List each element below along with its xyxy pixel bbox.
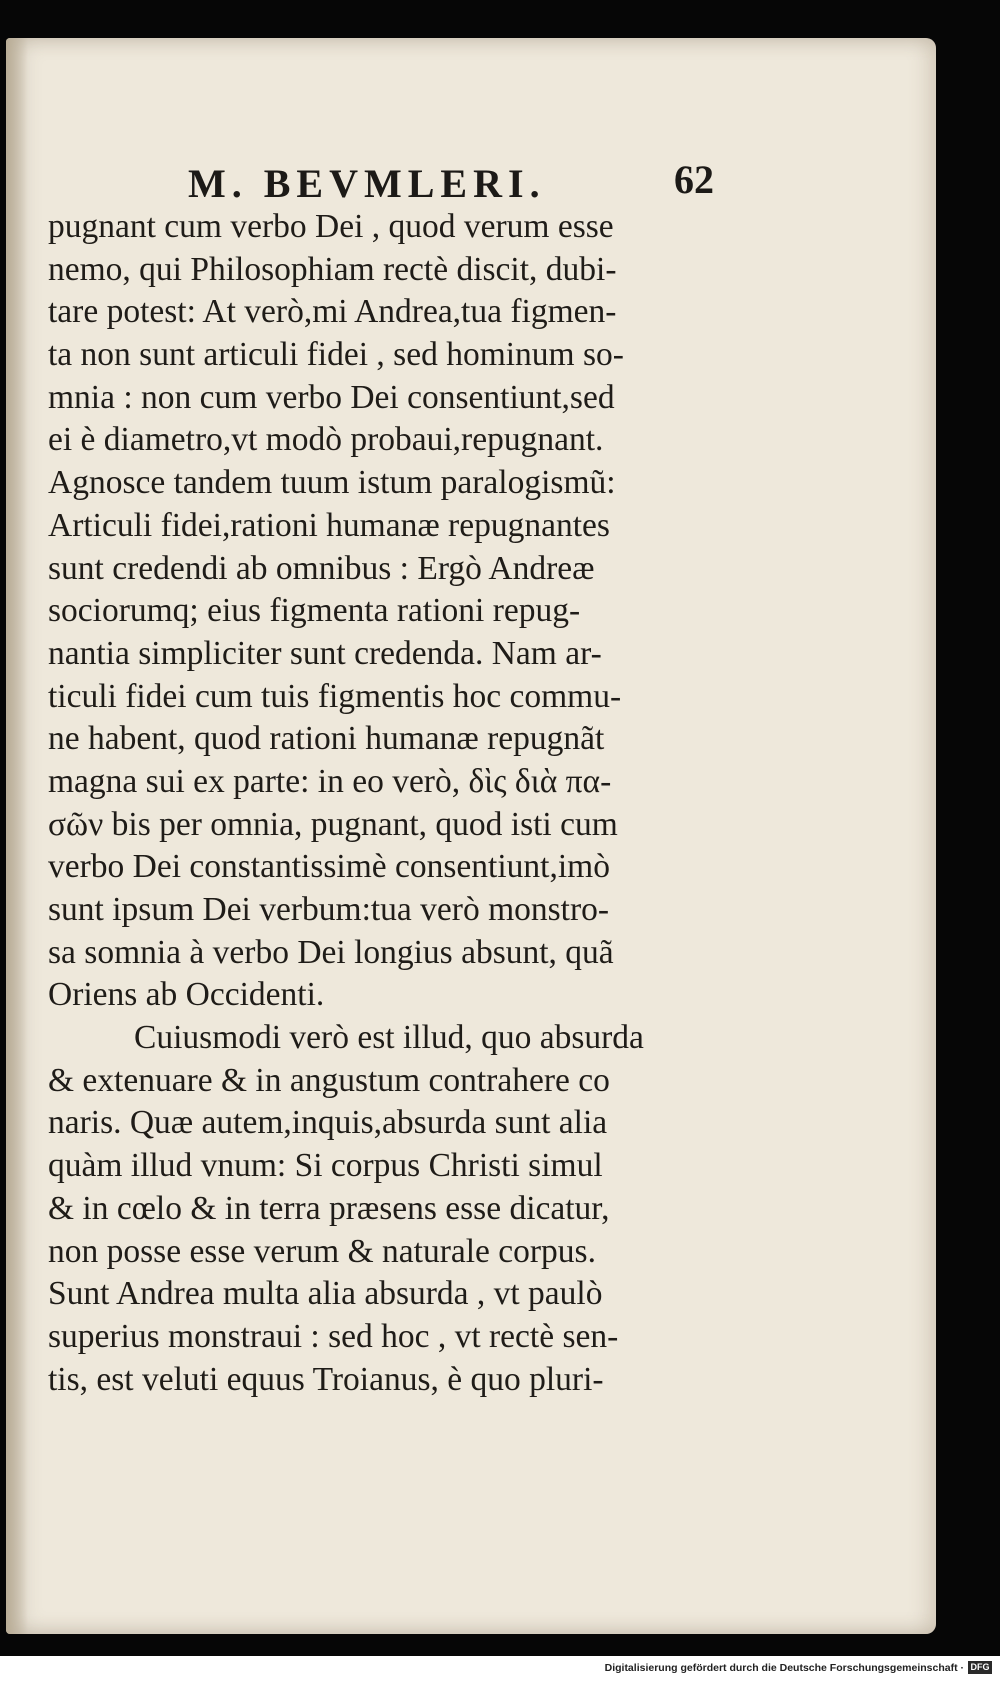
text-line: Agnosce tandem tuum istum paralogismũ: bbox=[48, 464, 616, 502]
footer-bar bbox=[0, 1656, 1000, 1681]
text-line: sociorumq; eius figmenta rationi repug- bbox=[48, 592, 581, 630]
text-line: sa somnia à verbo Dei longius absunt, quã bbox=[48, 933, 614, 971]
running-title: M. BEVMLERI. bbox=[188, 161, 546, 206]
text-line: pugnant cum verbo Dei , quod verum esse bbox=[48, 208, 614, 245]
text-line: naris. Quæ autem,inquis,absurda sunt alia bbox=[48, 1104, 608, 1142]
text-line: sunt credendi ab omnibus : Ergò Andreæ bbox=[48, 549, 595, 587]
text-line: sunt ipsum Dei verbum:tua verò monstro- bbox=[48, 891, 610, 928]
text-line: nantia simpliciter sunt credenda. Nam ar- bbox=[48, 634, 602, 672]
text-line: Sunt Andrea multa alia absurda , vt paulò bbox=[48, 1275, 603, 1313]
text-line: & extenuare & in angustum contrahere co bbox=[48, 1061, 610, 1099]
text-line: superius monstraui : sed hoc , vt rectè sen- bbox=[48, 1317, 619, 1355]
page-gutter-shadow bbox=[6, 38, 28, 1634]
text-line: non posse esse verum & naturale corpus. bbox=[48, 1232, 596, 1270]
text-line: ne habent, quod rationi humanæ repugnãt bbox=[48, 720, 605, 758]
text-line: verbo Dei constantissimè consentiunt,imò bbox=[48, 848, 610, 886]
text-line: σῶν bis per omnia, pugnant, quod isti cum bbox=[48, 805, 618, 843]
funding-notice: Digitalisierung gefördert durch die Deutsche Forschungsgemeinschaft · bbox=[604, 1662, 964, 1674]
text-line: Articuli fidei,rationi humanæ repugnantes bbox=[48, 506, 610, 544]
text-line-paragraph-start: Cuiusmodi verò est illud, quo absurda bbox=[134, 1019, 644, 1057]
text-line: magna sui ex parte: in eo verò, δὶς διὰ πα- bbox=[48, 762, 612, 800]
text-line: Oriens ab Occidenti. bbox=[48, 976, 325, 1014]
text-line: ta non sunt articuli fidei , sed hominum so- bbox=[48, 336, 624, 374]
text-line: ticuli fidei cum tuis figmentis hoc commu- bbox=[48, 677, 622, 715]
text-line: tis, est veluti equus Troianus, è quo pluri- bbox=[48, 1360, 604, 1398]
text-line: nemo, qui Philosophiam rectè discit, dubi- bbox=[48, 250, 617, 288]
text-line: ei è diametro,vt modò probaui,repugnant. bbox=[48, 421, 604, 459]
text-line: quàm illud vnum: Si corpus Christi simul bbox=[48, 1147, 603, 1185]
dfg-logo: DFG bbox=[968, 1661, 992, 1674]
text-line: & in cœlo & in terra præsens esse dicatur, bbox=[48, 1189, 610, 1227]
book-page bbox=[6, 38, 936, 1634]
text-line: tare potest: At verò,mi Andrea,tua figmen- bbox=[48, 293, 617, 331]
text-line: mnia : non cum verbo Dei consentiunt,sed bbox=[48, 378, 615, 416]
page-number: 62 bbox=[674, 157, 714, 202]
text-block bbox=[48, 206, 748, 1401]
